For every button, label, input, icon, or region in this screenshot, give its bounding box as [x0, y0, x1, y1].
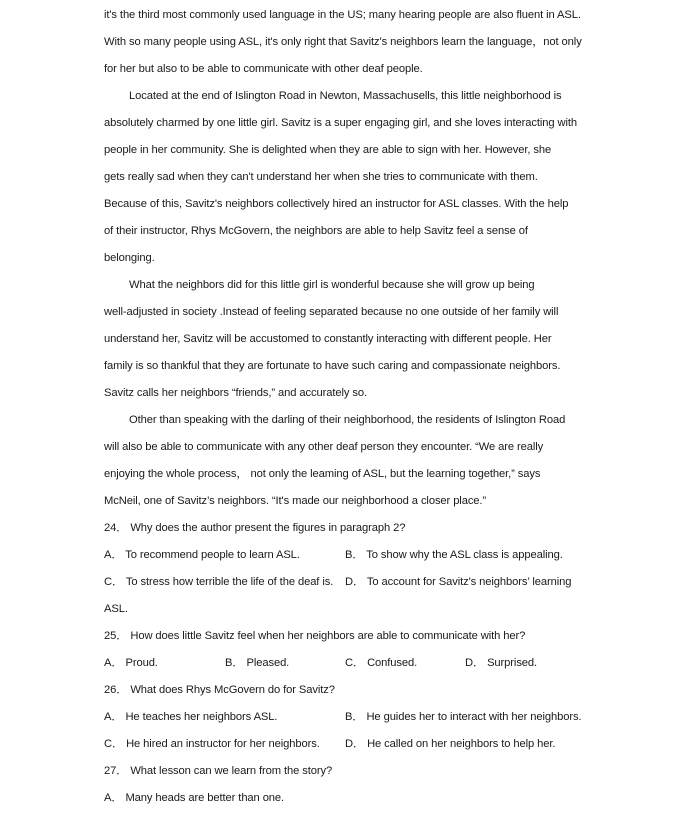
option-a: A． To recommend people to learn ASL. [104, 549, 300, 561]
option-b: B． Pleased. [225, 657, 290, 669]
option-a: A． He teaches her neighbors ASL. [104, 711, 278, 723]
option-a: A． Many heads are better than one. [104, 792, 285, 804]
passage-line: McNeil, one of Savitz’s neighbors. “It's made our neighborhood a closer place.” [104, 495, 487, 507]
passage-line: absolutely charmed by one little girl. Savitz is a super engaging girl, and she loves interacting with [104, 117, 577, 129]
passage-line: understand her, Savitz will be accustomed to constantly interacting with different people. Her [104, 333, 552, 345]
question-stem: 27． What lesson can we learn from the story? [104, 765, 333, 777]
passage-line: gets really sad when they can't understand her when she tries to communicate with them. [104, 171, 538, 183]
passage-line: With so many people using ASL, it's only right that Savitz's neighbors learn the language，not only [104, 36, 582, 48]
option-c: C． To stress how terrible the life of the deaf is. [104, 576, 334, 588]
passage-line: Because of this, Savitz's neighbors collectively hired an instructor for ASL classes. With the help [104, 198, 569, 210]
passage-line: belonging. [104, 252, 155, 264]
passage-line: What the neighbors did for this little girl is wonderful because she will grow up being [129, 279, 535, 291]
passage-line: Other than speaking with the darling of their neighborhood, the residents of Islington Road [129, 414, 566, 426]
option-d: D． He called on her neighbors to help her. [345, 738, 556, 750]
passage-line: will also be able to communicate with any other deaf person they encounter. “We are really [104, 441, 544, 453]
passage-line: of their instructor, Rhys McGovern, the neighbors are able to help Savitz feel a sense of [104, 225, 528, 237]
passage-line: enjoying the whole process， not only the leaming of ASL, but the learning together,” says [104, 468, 541, 480]
passage-line: family is so thankful that they are fortunate to have such caring and compassionate neighbors. [104, 360, 561, 372]
option-b: B． To show why the ASL class is appealing. [345, 549, 563, 561]
question-stem: 24． Why does the author present the figures in paragraph 2? [104, 522, 406, 534]
option-b: B． He guides her to interact with her neighbors. [345, 711, 582, 723]
passage-line: Savitz calls her neighbors “friends,” and accurately so. [104, 387, 368, 399]
option-c: C． He hired an instructor for her neighbors. [104, 738, 320, 750]
option-a: A． Proud. [104, 657, 158, 669]
option-c: C． Confused. [345, 657, 418, 669]
passage-line: it's the third most commonly used language in the US; many hearing people are also fluent in ASL. [104, 9, 581, 21]
option-d: D． Surprised. [465, 657, 538, 669]
option-d-continuation: ASL. [104, 603, 128, 615]
passage-line: people in her community. She is delighted when they are able to sign with her. However, she [104, 144, 552, 156]
question-stem: 25． How does little Savitz feel when her neighbors are able to communicate with her? [104, 630, 526, 642]
passage-line: for her but also to be able to communicate with other deaf people. [104, 63, 423, 75]
passage-line: Located at the end of Islington Road in Newton, Massachusells, this little neighborhood is [129, 90, 562, 102]
option-d: D． To account for Savitz's neighbors’ learning [345, 576, 572, 588]
question-stem: 26． What does Rhys McGovern do for Savitz? [104, 684, 335, 696]
passage-line: well-adjusted in society .Instead of feeling separated because no one outside of her family will [104, 306, 559, 318]
